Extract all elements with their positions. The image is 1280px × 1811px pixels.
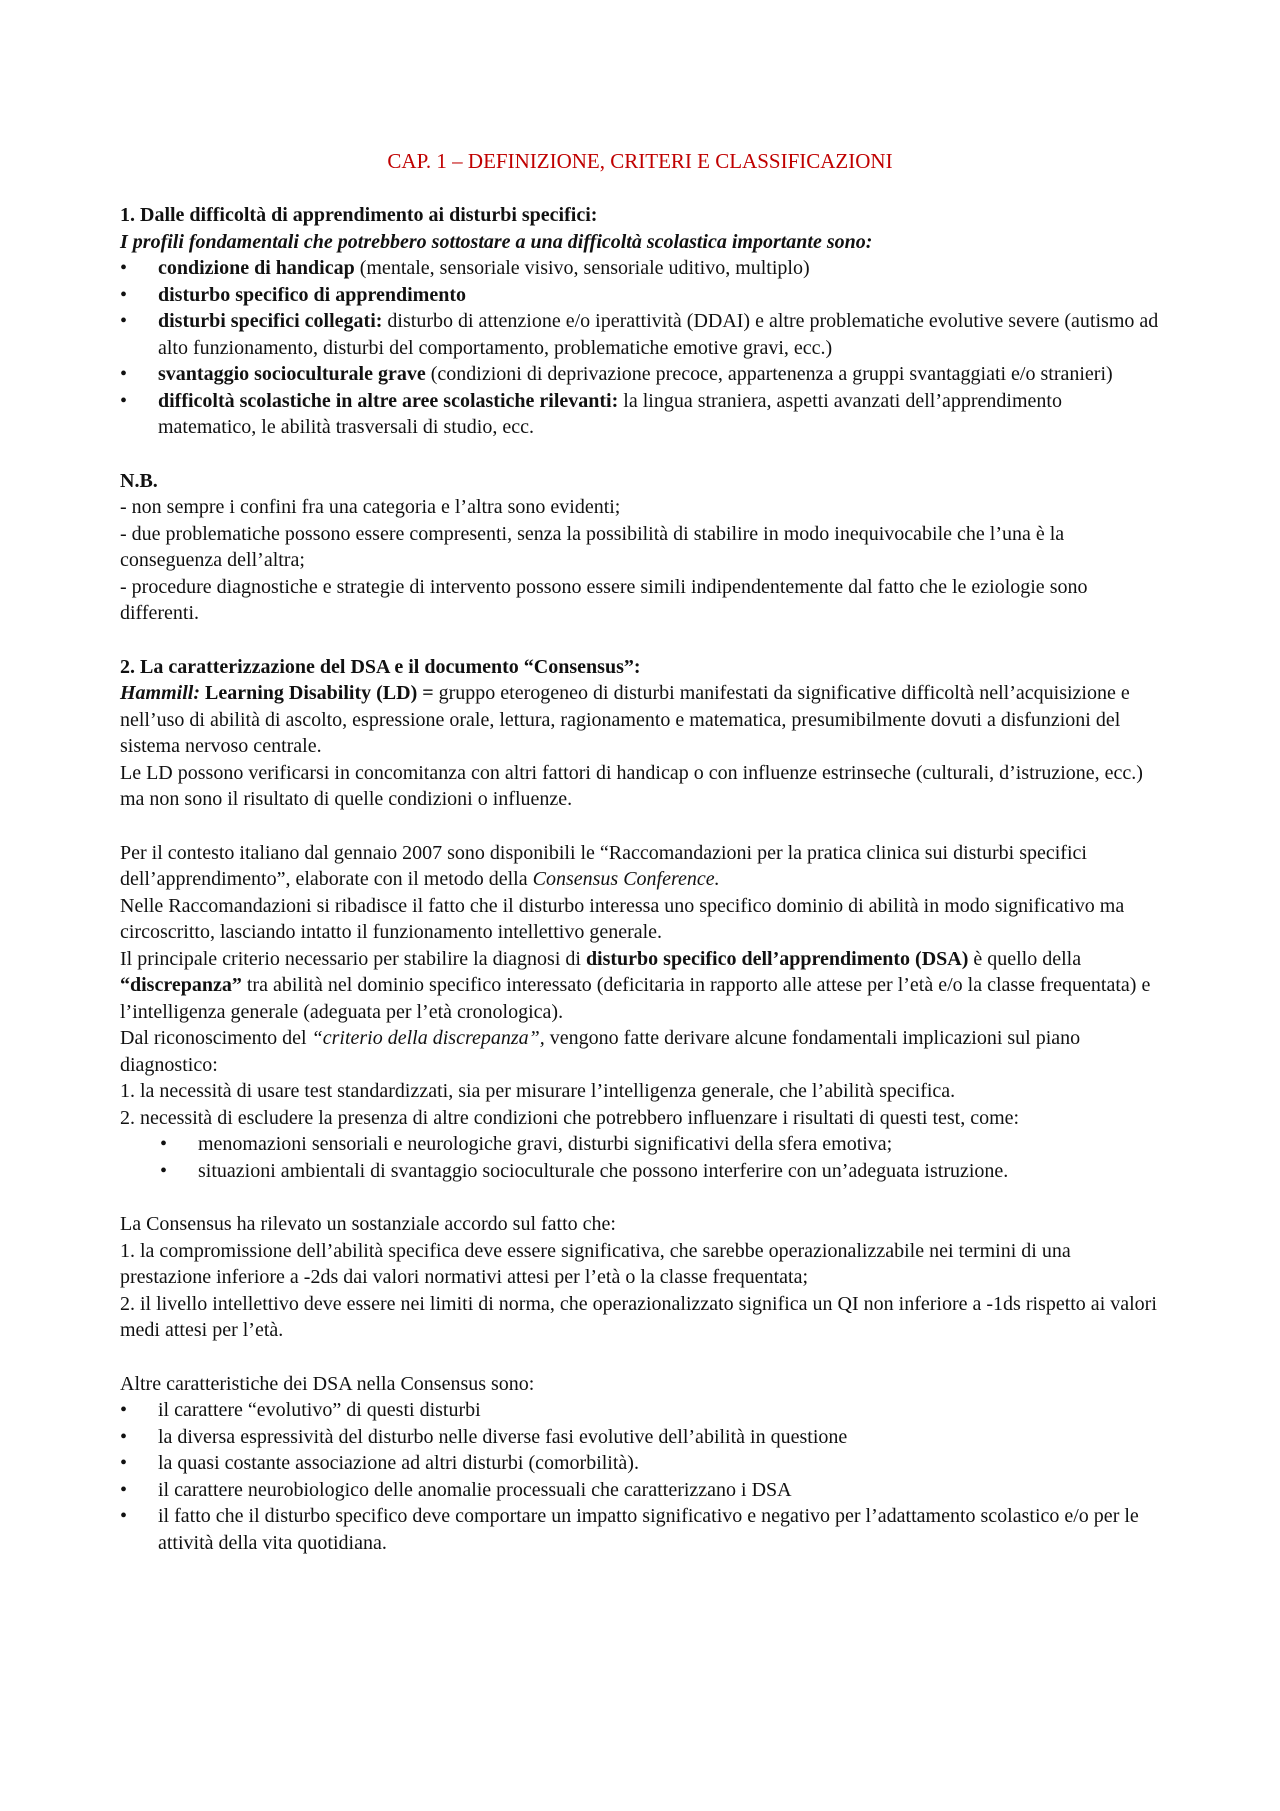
section-1-subheading: I profili fondamentali che potrebbero sottostare a una difficoltà scolastica importante sono: (120, 230, 873, 253)
item-text: la lingua straniera, aspetti avanzati dell’apprendimento matematico, le abilità trasversali di studio, ecc. (158, 389, 1062, 438)
hammill-term: Learning Disability (LD) = (200, 682, 434, 704)
bullet-icon: • (120, 1505, 128, 1527)
item-text: (mentale, sensoriale visivo, sensoriale uditivo, multiplo) (354, 257, 810, 279)
ld-note: Le LD possono verificarsi in concomitanza con altri fattori di handicap o con influenze estrinseche (culturali, d’istruzione, ecc.) ma non sono il risultato di quelle condizioni o influenze. (120, 761, 1143, 810)
raccomandazioni-text: Nelle Raccomandazioni si ribadisce il fatto che il disturbo interessa uno specifico dominio di abilità in modo significativo ma circoscritto, lasciando intatto il funzionamento intellettivo generale. (120, 894, 1125, 943)
list-item: • la quasi costante associazione ad altri disturbi (comorbilità). (120, 1450, 1160, 1477)
bullet-icon: • (160, 1133, 168, 1155)
list-item: • la diversa espressività del disturbo nelle diverse fasi evolutive dell’abilità in questione (120, 1424, 1160, 1451)
section-1-heading: 1. Dalle difficoltà di apprendimento ai disturbi specifici: (120, 204, 598, 226)
implication-2: 2. necessità di escludere la presenza di altre condizioni che potrebbero influenzare i risultati di questi test, come: (120, 1106, 1020, 1129)
hammill-definition (120, 680, 1160, 760)
list-item: • il carattere “evolutivo” di questi disturbi (120, 1397, 1160, 1424)
list-item: • menomazioni sensoriali e neurologiche gravi, disturbi significativi della sfera emotiva; (120, 1131, 1160, 1158)
consensus-point: 1. la compromissione dell’abilità specifica deve essere significativa, che sarebbe operazionalizzabile nei termini di una prestazione inferiore a -2ds dai valori normativi attesi per l’età o la classe frequentata; (120, 1239, 1071, 1288)
bullet-icon: • (120, 1399, 128, 1421)
list-item: • il fatto che il disturbo specifico deve comportare un impatto significativo e negativo per l’adattamento scolastico e/o per le attività della vita quotidiana. (120, 1505, 1139, 1554)
item-text: (condizioni di deprivazione precoce, appartenenza a gruppi svantaggiati e/o stranieri) (425, 363, 1113, 385)
characteristics-list (120, 1397, 1160, 1556)
item-term: svantaggio socioculturale grave (158, 363, 426, 385)
criterio-text: Il principale criterio necessario per stabilire la diagnosi di disturbo specifico dell’apprendimento (DSA) è quello della “discrepanza” tra abilità nel dominio specifico interessato (deficitaria in rapporto alle attese per l’età e/o la classe frequentata) e l’intelligenza generale (adeguata per l’età cronologica). (120, 947, 1151, 1023)
profiles-list (120, 255, 1160, 441)
consensus-intro: La Consensus ha rilevato un sostanziale accordo sul fatto che: (120, 1213, 616, 1235)
nb-label: N.B. (120, 469, 158, 492)
item-term: disturbo specifico di apprendimento (158, 283, 466, 306)
item-term: difficoltà scolastiche in altre aree scolastiche rilevanti: (158, 389, 619, 412)
list-item (120, 282, 1160, 309)
list-item: • il carattere neurobiologico delle anomalie processuali che caratterizzano i DSA (120, 1477, 1160, 1504)
italy-context: Per il contesto italiano dal gennaio 2007 sono disponibili le “Raccomandazioni per la pratica clinica sui disturbi specifici dell’apprendimento”, elaborate con il metodo della Consensus Conference. (120, 841, 1087, 890)
bullet-icon: • (120, 389, 128, 412)
bullet-icon: • (120, 363, 128, 385)
item-term: disturbi specifici collegati: (158, 310, 383, 332)
section-2-heading: 2. La caratterizzazione del DSA e il documento “Consensus”: (120, 655, 641, 678)
list-item (120, 361, 1160, 388)
page-title: CAP. 1 – DEFINIZIONE, CRITERI E CLASSIFICAZIONI (387, 149, 893, 173)
bullet-icon: • (120, 283, 128, 306)
bullet-icon: • (120, 257, 128, 279)
list-item: • situazioni ambientali di svantaggio socioculturale che possono interferire con un’adeguata istruzione. (120, 1158, 1160, 1185)
hammill-def-text: gruppo eterogeneo di disturbi manifestati da significative difficoltà nell’acquisizione e nell’uso di abilità di ascolto, espressione orale, lettura, ragionamento e matematica, presumibilmente dovuti a disfunzioni del sistema nervoso centrale. (120, 682, 1130, 757)
item-term: condizione di handicap (158, 257, 355, 279)
list-item (120, 255, 1160, 282)
bullet-icon: • (120, 310, 128, 332)
exclusions-list (120, 1131, 1160, 1184)
bullet-icon: • (120, 1478, 128, 1501)
consensus-conference: Consensus Conference. (532, 868, 720, 890)
nb-line: - procedure diagnostiche e strategie di intervento possono essere simili indipendentemente dal fatto che le eziologie sono differenti. (120, 575, 1088, 624)
implication-1: 1. la necessità di usare test standardizzati, sia per misurare l’intelligenza generale, che l’abilità specifica. (120, 1080, 956, 1102)
discrepanza-text: Dal riconoscimento del “criterio della discrepanza”, vengono fatte derivare alcune fondamentali implicazioni sul piano diagnostico: (120, 1027, 1081, 1076)
characteristics-intro: Altre caratteristiche dei DSA nella Consensus sono: (120, 1372, 535, 1395)
bullet-icon: • (120, 1425, 128, 1448)
nb-line: - non sempre i confini fra una categoria e l’altra sono evidenti; (120, 496, 621, 518)
hammill-name: Hammill: (120, 682, 200, 704)
list-item (120, 388, 1160, 441)
bullet-icon: • (160, 1159, 168, 1182)
consensus-point: 2. il livello intellettivo deve essere nei limiti di norma, che operazionalizzato significa un QI non inferiore a -1ds rispetto ai valori medi attesi per l’età. (120, 1292, 1157, 1341)
list-item (120, 308, 1160, 361)
item-text: disturbo di attenzione e/o iperattività (DDAI) e altre problematiche evolutive severe (autismo ad alto funzionamento, disturbi del comportamento, problematiche emotive gravi, ecc.) (158, 310, 1159, 359)
bullet-icon: • (120, 1452, 128, 1474)
nb-line: - due problematiche possono essere compresenti, senza la possibilità di stabilire in modo inequivocabile che l’una è la conseguenza dell’altra; (120, 522, 1065, 571)
